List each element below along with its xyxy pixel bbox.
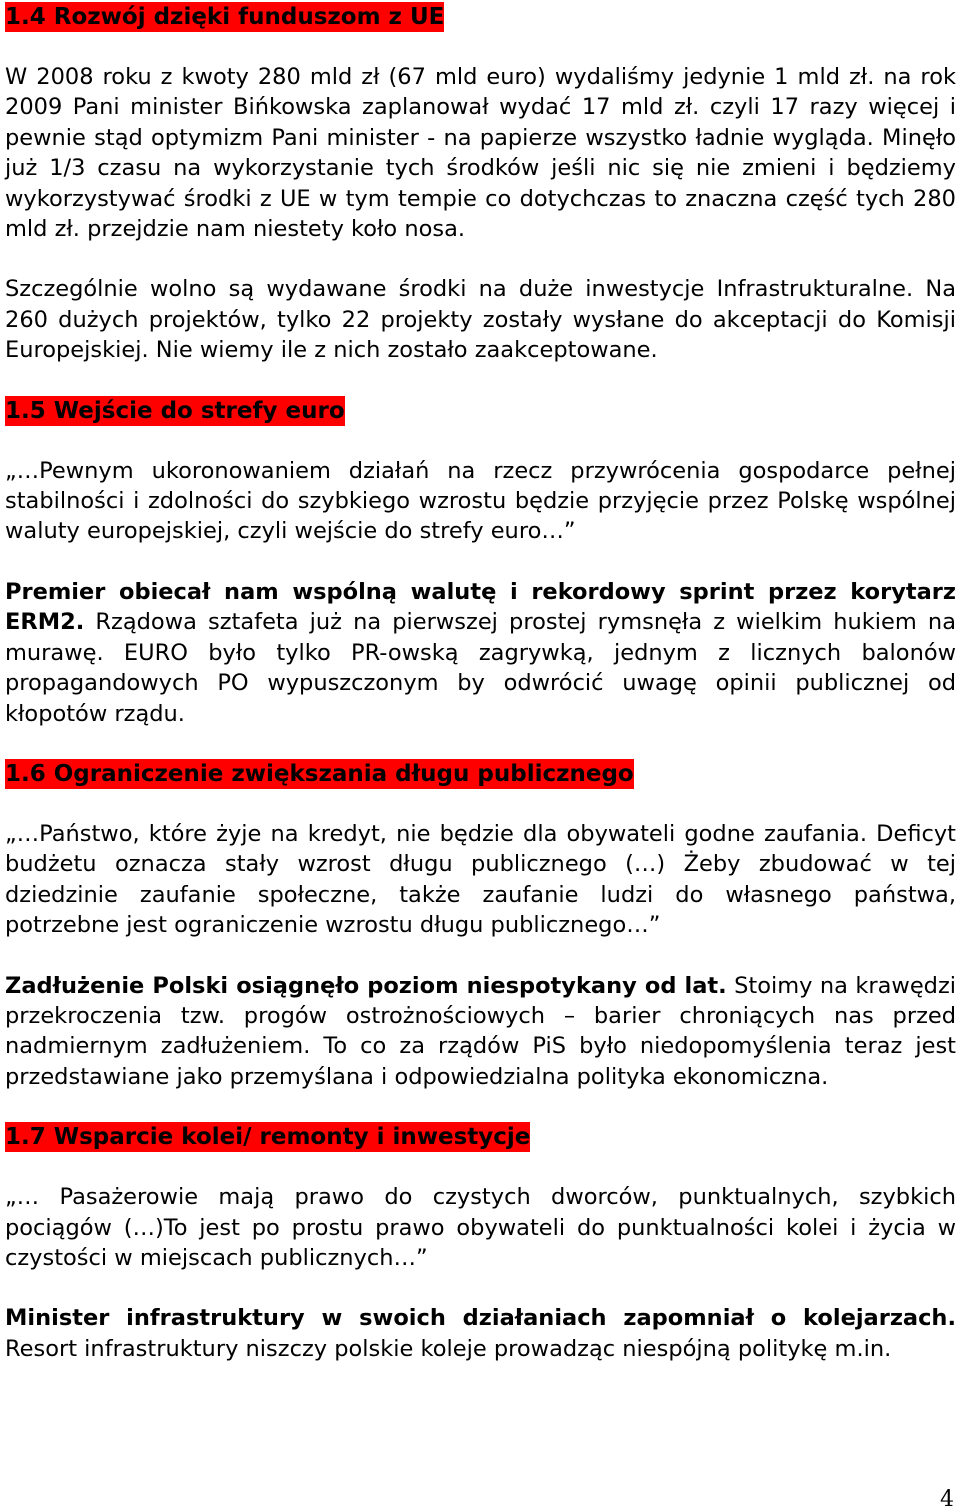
commentary-text: Rządowa sztafeta już na pierwszej prostej rymsnęła z wielkim hukiem na murawę. EURO było tylko PR-owską zagrywką, jednym z licznych balonów propagandowych PO wypuszczonym by odwrócić uwagę opinii publicznej od kłopotów rządu. [5,609,956,727]
commentary-text: Stoimy na krawędzi przekroczenia tzw. progów ostrożnościowych – barier chroniących nas przed nadmiernym zadłużeniem. To co za rządów PiS było niedopomyślenia teraz jest przedstawiane jako przemyślana i odpowiedzialna polityka ekonomiczna. [5,972,956,1090]
commentary-paragraph [5,577,956,729]
section-1-5 [5,396,956,729]
bold-lead: Premier obiecał nam wspólną walutę i rekordowy sprint przez korytarz ERM2. [5,578,956,636]
section-heading: 1.4 Rozwój dzięki funduszom z UE [5,4,445,30]
quote-paragraph: „… Pasażerowie mają prawo do czystych dworców, punktualnych, szybkich pociągów (…)To jest po prostu prawo obywateli do punktualności kolei i życia w czystości w miejscach publicznych…” [5,1184,956,1271]
quote-paragraph: „…Pewnym ukoronowaniem działań na rzecz przywrócenia gospodarce pełnej stabilności i zdolności do szybkiego wzrostu będzie przyjęcie przez Polskę wspólnej waluty europejskiej, czyli wejście do strefy euro…” [5,457,956,545]
bold-lead: Minister infrastruktury w swoich działaniach zapomniał o kolejarzach. [5,1305,956,1332]
commentary-text: Resort infrastruktury niszczy polskie koleje prowadząc niespójną politykę m.in. [5,1335,892,1362]
quote-paragraph: „…Państwo, które żyje na kredyt, nie będzie dla obywateli godne zaufania. Deficyt budżetu oznacza stały wzrost długu publicznego (…) Żeby zbudować w tej dziedzinie zaufanie społeczne, także zaufanie ludzi do własnego państwa, potrzebne jest ograniczenie wzrostu długu publicznego…” [5,820,956,939]
bold-lead: Zadłużenie Polski osiągnęło poziom niespotykany od lat. [5,972,727,999]
paragraph: W 2008 roku z kwoty 280 mld zł (67 mld euro) wydaliśmy jedynie 1 mld zł. na rok 2009 Pani minister Bińkowska zaplanował wydać 17 mld zł. czyli 17 razy więcej i pewnie stąd optymizm Pani minister - na papierze wszystko ładnie wygląda. Minęło już 1/3 czasu na wykorzystanie tych środków jeśli nic się nie zmieni i będziemy wykorzystywać środki z UE w tym tempie co dotychczas to znaczna część tych 280 mld zł. przejdzie nam niestety koło nosa. [5,64,956,243]
page-number: 4 [940,1487,954,1512]
section-heading: 1.7 Wsparcie kolei/ remonty i inwestycje [5,1124,531,1151]
paragraph: Szczególnie wolno są wydawane środki na duże inwestycje Infrastrukturalne. Na 260 dużych projektów, tylko 22 projekty zostały wysłane do akceptacji do Komisji Europejskiej. Nie wiemy ile z nich zostało zaakceptowane. [5,276,956,364]
commentary-paragraph [5,1303,956,1364]
section-1-6 [5,759,956,1092]
document-page [5,2,956,1364]
section-1-4 [5,2,956,366]
commentary-paragraph [5,971,956,1093]
section-heading: 1.5 Wejście do strefy euro [5,397,345,424]
section-1-7 [5,1122,956,1364]
section-heading: 1.6 Ograniczenie zwiększania długu publicznego [5,760,634,787]
